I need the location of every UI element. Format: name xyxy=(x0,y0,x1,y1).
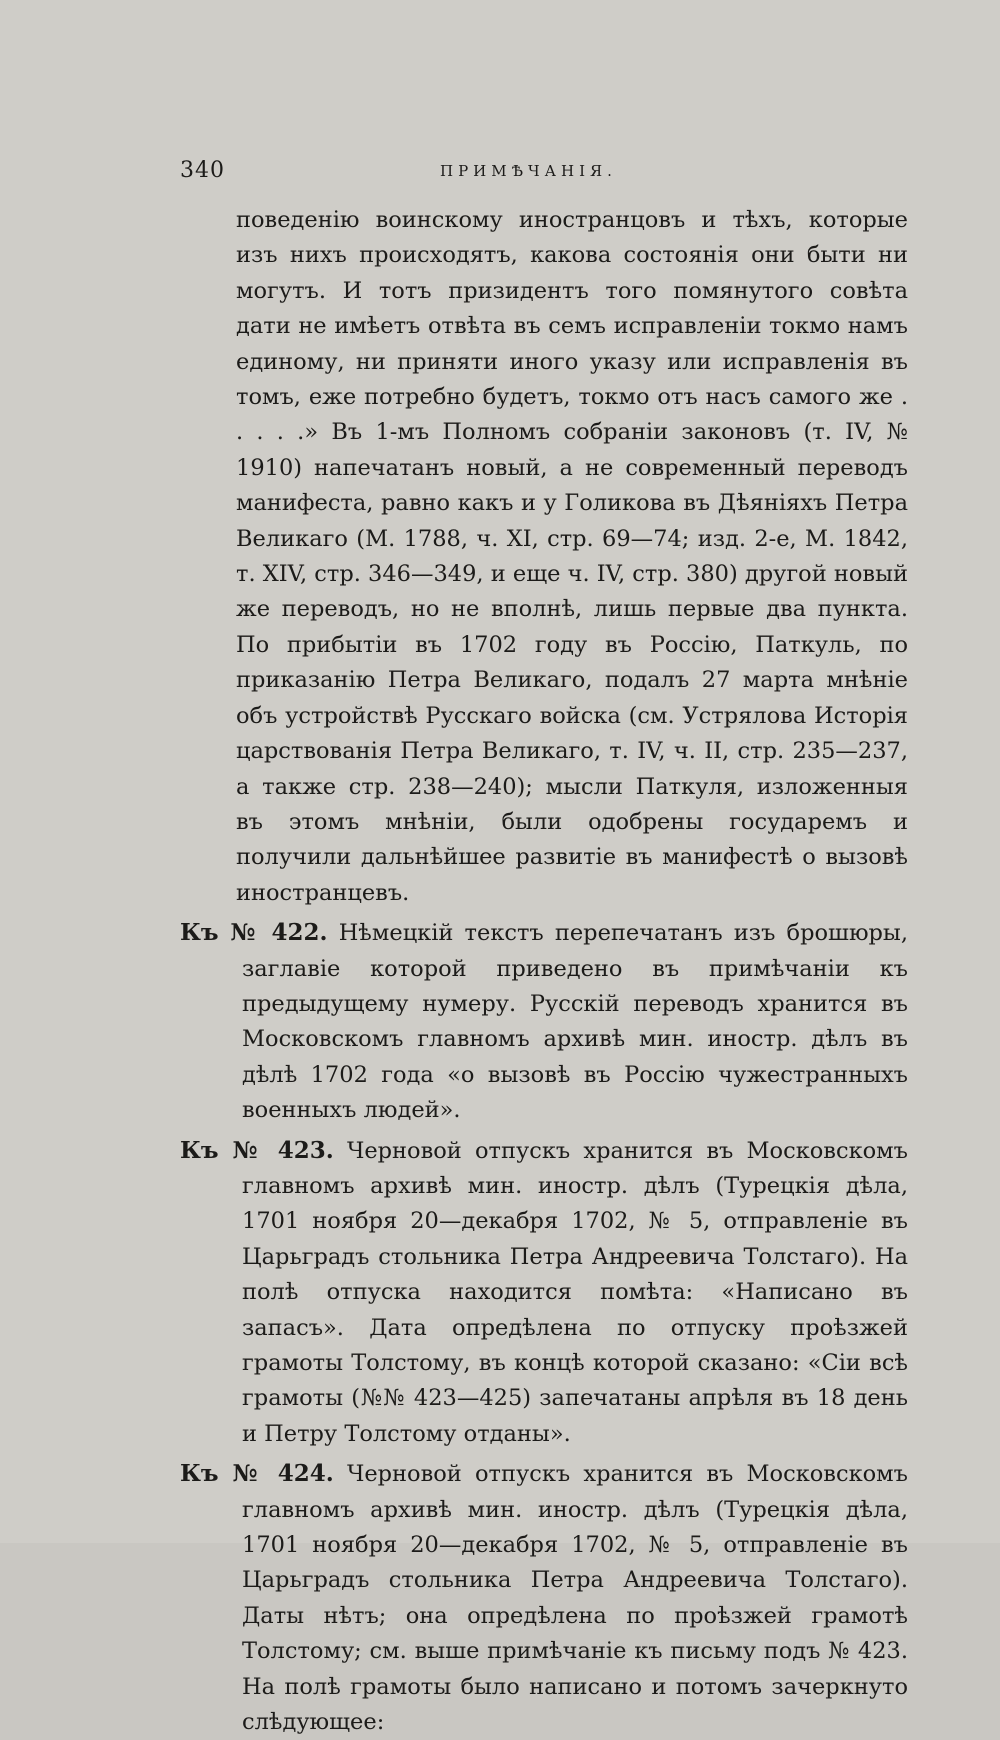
note-label: Къ № 422. xyxy=(180,919,328,947)
note-text: Черновой отпускъ хранится въ Московскомъ главномъ архивѣ мин. иностр. дѣлъ (Турецкія дѣла, 1701 ноября 20—декабря 1702, № 5, отправленіе въ Царьградъ стольника Петра Андреевича Толстаго). На полѣ отпуска находится помѣта: «Написано въ запасъ». Дата опредѣлена по отпуску проѣзжей грамоты Толстому, въ концѣ которой сказано: «Сіи всѣ грамоты (№№ 423—425) запечатаны апрѣля въ 18 день и Петру Толстому отданы». xyxy=(242,1137,908,1447)
note-text: Нѣмецкій текстъ перепечатанъ изъ брошюры, заглавіе которой приведено въ примѣчаніи къ предыдущему нумеру. Русскій переводъ хранится въ Московскомъ главномъ архивѣ мин. иностр. дѣлъ въ дѣлѣ 1702 года «о вызовѣ въ Россію чужестранныхъ военныхъ людей». xyxy=(242,920,908,1124)
continued-paragraph xyxy=(180,203,908,911)
note-422 xyxy=(180,915,908,1128)
page-number: 340 xyxy=(180,158,225,183)
note-label: Къ № 424. xyxy=(180,1460,334,1488)
body-text xyxy=(180,203,908,1740)
note-label: Къ № 423. xyxy=(180,1136,334,1164)
running-head: ПРИМѢЧАНІЯ. xyxy=(440,162,617,180)
note-text: Черновой отпускъ хранится въ Московскомъ главномъ архивѣ мин. иностр. дѣлъ (Турецкія дѣла, 1701 ноября 20—декабря 1702, № 5, отправленіе въ Царьградъ стольника Петра Андреевича Толстаго). Даты нѣтъ; она опредѣлена по проѣзжей грамотѣ Толстому; см. выше примѣчаніе къ письму подъ № 423. На полѣ грамоты было написано и потомъ зачеркнуто слѣдующее: xyxy=(242,1461,908,1736)
note-423 xyxy=(180,1133,908,1453)
note-424 xyxy=(180,1456,908,1740)
page-header xyxy=(0,150,1000,190)
paragraph-text: поведенію воинскому иностранцовъ и тѣхъ, которые изъ нихъ происходятъ, какова состоянія они быти ни могутъ. И тотъ призидентъ того помянутого совѣта дати не имѣетъ отвѣта въ семъ исправленіи токмо намъ единому, ни приняти иного указу или исправленія въ томъ, еже потребно будетъ, токмо отъ насъ самого же . . . . .» Въ 1-мъ Полномъ собраніи законовъ (т. IV, № 1910) напечатанъ новый, а не современный переводъ манифеста, равно какъ и у Голикова въ Дѣяніяхъ Петра Великаго (М. 1788, ч. XI, стр. 69—74; изд. 2-е, М. 1842, т. XIV, стр. 346—349, и еще ч. IV, стр. 380) другой новый же переводъ, но не вполнѣ, лишь первые два пункта. По прибытіи въ 1702 году въ Россію, Паткуль, по приказанію Петра Великаго, подалъ 27 марта мнѣніе объ устройствѣ Русскаго войска (см. Устрялова Исторія царствованія Петра Великаго, т. IV, ч. II, стр. 235—237, а также стр. 238—240); мысли Паткуля, изложенныя въ этомъ мнѣніи, были одобрены государемъ и получили дальнѣйшее развитіе въ манифестѣ о вызовѣ иностранцевъ. xyxy=(236,207,908,906)
